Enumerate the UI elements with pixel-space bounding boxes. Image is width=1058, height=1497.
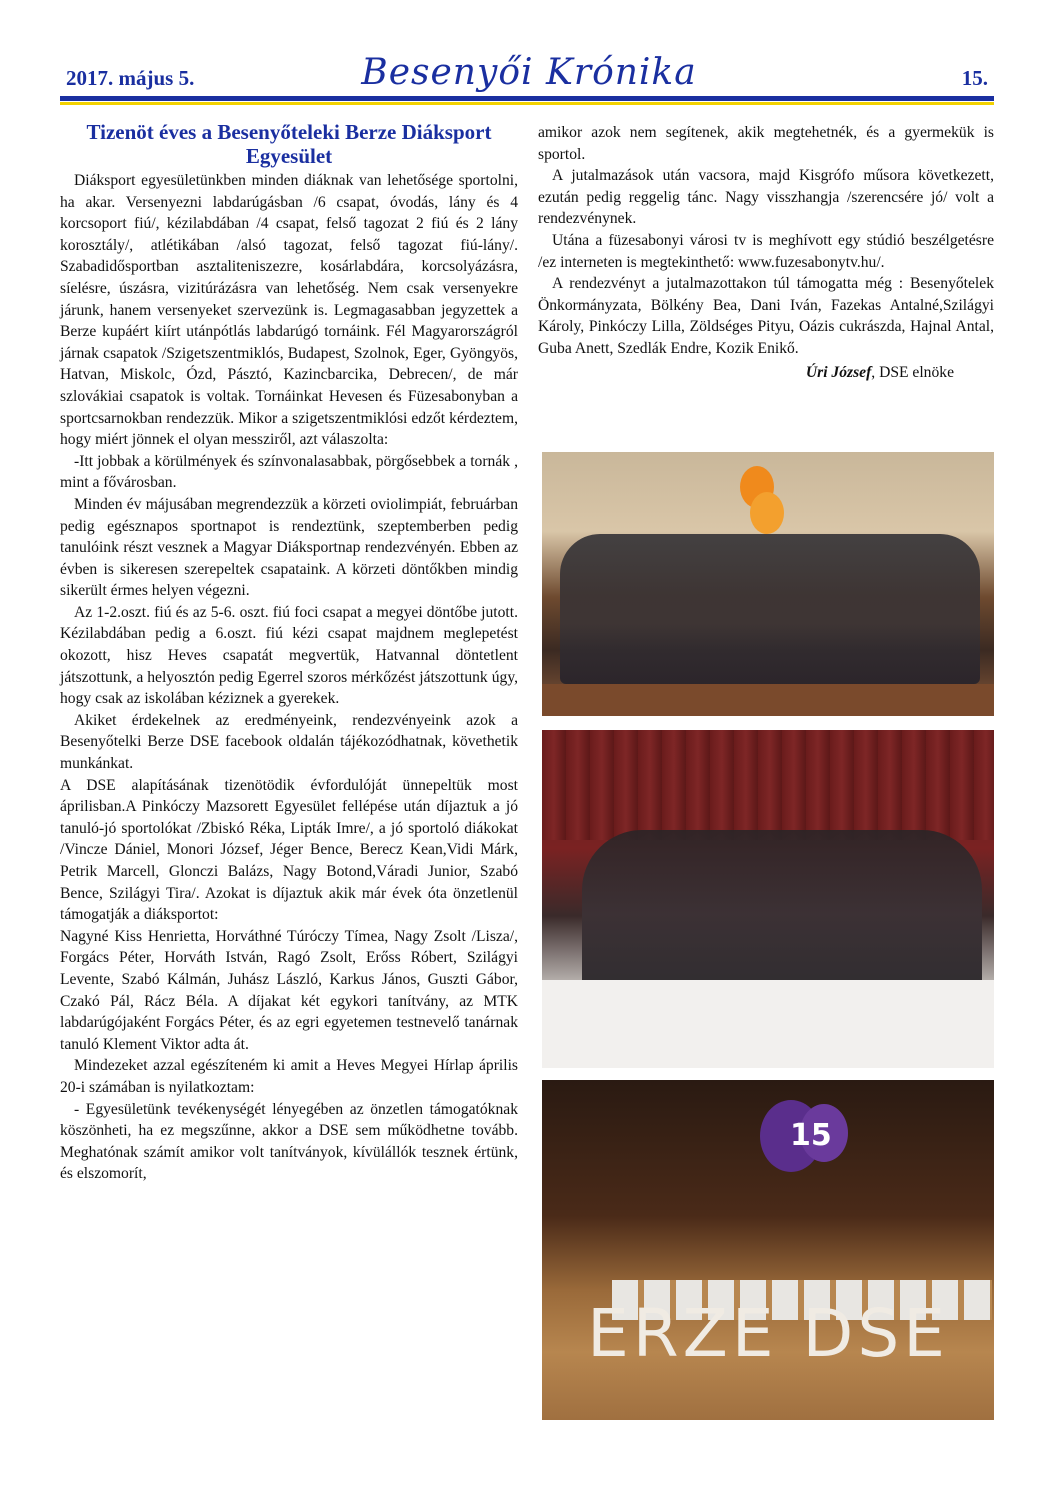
article-paragraph: - Egyesületünk tevékenységét lényegében az önzetlen támogatóknak köszönheti, ha ez megszűnne, akkor a DSE sem működhetne tovább. Meghatónak számít amikor volt tanítványok, kívülállók tesznek értünk, és elszomorít, [60, 1100, 518, 1183]
article-paragraph: Utána a füzesabonyi városi tv is meghívott egy stúdió beszélgetésre /ez interneten is megtekinthető: www.fuzesabonytv.hu/. [538, 231, 994, 271]
article-paragraph: amikor azok nem segítenek, akik megtehetnék, és a gyermekük is sportol. [538, 124, 994, 163]
article-paragraph: A jutalmazások után vacsora, majd Kisgrófo műsora következett, ezután pedig reggelig tánc. Nagy visszhangja /szerencsére jó/ volt a rendezvénynek. [538, 167, 994, 228]
signature [538, 362, 994, 384]
article-paragraph: A rendezvényt a jutalmazottakon túl támogatta még : Besenyőtelek Önkormányzata, Bölkény Bea, Dani Iván, Fazekas Antalné,Szilágyi Károly, Pinkóczy Lilla, Zöldséges Pityu, Oázis cukrászda, Hajnal Antal, Guba Anett, Szedlák Endre, Kozik Enikő. [538, 275, 994, 357]
article-paragraph: Minden év májusában megrendezzük a körzeti oviolimpiát, februárban pedig egésznapos sportnapot is rendeztünk, szeptemberben pedig tanulóink részt vesznek a Magyar Diáksportnap rendezvényén. Ebben az évben is sikeresen szerepeltek csapataink. A körzeti döntőkben mindig sikerült érmes helyen végezni. [60, 495, 518, 600]
banner-text: ERZE DSE [587, 1295, 949, 1372]
signature-role: , DSE elnöke [871, 363, 954, 381]
stage-curtain-shape [542, 730, 994, 840]
photo-award-group [542, 452, 994, 716]
balloon-number: 15 [790, 1118, 832, 1153]
article-paragraph: Diáksport egyesületünkben minden diáknak van lehetősége sportolni, ha akar. Versenyezni labdarúgásban /6 csapat, óvodás, lány és 4 korcsoport fiú/, kézilabdában /4 csapat, felső tagozat 2 fiú és 2 lány korosztály/, atlétikában /alsó tagozat, felső tagozat fiú-lány/. Szabadidősportban asztaliteniszezre, kosárlabdára, korcsolyázásra, síelésre, úszásra, vizitúrázásra van lehetőség. Nem csak versenyekre járunk, hanem versenyeket szervezünk is. Legmagasabban jegyzettek a Berze kupáért kiírt utánpótlás labdarúgó tornáink. Fél Magyarországról járnak csapatok /Szigetszentmiklós, Budapest, Szolnok, Eger, Gyöngyös, Hatvan, Miskolc, Ózd, Pásztó, Kazincbarcika, Debrecen/, de már szlovákiai csapatok is voltak. Tornáinkat Hevesen és Füzesabonyban a sportcsarnokban rendezzük. Mikor a szigetszentmiklósi edzőt kérdeztem, hogy miért jönnek el olyan messziről, azt válaszolta: [60, 172, 518, 449]
article-paragraph: Akiket érdekelnek az eredményeink, rendezvényeink azok a Besenyőtelki Berze DSE facebook oldalán tájékozódhatnak, követhetik munkánkat. [60, 711, 518, 773]
header-rule-blue [60, 96, 994, 101]
article-paragraph: -Itt jobbak a körülmények és színvonalasabbak, pörgősebbek a tornák , mint a fővárosban. [60, 452, 518, 492]
newspaper-title: Besenyői Krónika [361, 52, 697, 93]
issue-date: 2017. május 5. [66, 66, 195, 90]
people-group-shape [560, 534, 980, 684]
article-left-column [60, 120, 518, 1185]
signature-name: Úri József [805, 363, 872, 381]
guests-shape [582, 830, 982, 1000]
orange-balloon-icon [750, 492, 784, 534]
article-paragraph: A DSE alapításának tizenötödik évfordulóját ünnepeltük most áprilisban.A Pinkóczy Mazsorett Egyesület fellépése után díjaztuk a jó tanuló-jó sportolókat /Zbiskó Réka, Lipták Imre/, a jó sportoló diákokat /Vincze Dániel, Monori József, Jéger Bence, Berecz Kean,Vidi Márk, Petrik Marcell, Glonczi Balázs, Nagy Botond,Váradi Junior, Szabó Bence, Szilágyi Tira/. Azokat is díjaztuk akik már évek óta önzetlenül támogatják a diáksportot: [60, 776, 518, 924]
article-paragraph: Mindezeket azzal egészíteném ki amit a Heves Megyei Hírlap április 20-i számában is nyilatkoztam: [60, 1057, 518, 1096]
article-title: Tizenöt éves a Besenyőteleki Berze Diáksport Egyesület [86, 120, 492, 168]
page-number: 15. [961, 66, 988, 90]
article-paragraph: Nagyné Kiss Henrietta, Horváthné Túróczy Tímea, Nagy Zsolt /Lisza/, Forgács Péter, Horváth István, Ragó Zsolt, Erőss Róbert, Szilágyi Levente, Szabó Kálmán, Juhász László, Karkus János, Guszti Gábor, Czakó Pál, Rácz Béla. A díjakat két egykori tanítvány, az MTK labdarúgójaként Forgács Péter, és az egri egyetemen testnevelő tanárnak tanuló Klement Viktor adta át. [60, 927, 518, 1053]
table-shape [542, 980, 994, 1068]
article-paragraph: Az 1-2.oszt. fiú és az 5-6. oszt. fiú foci csapat a megyei döntőbe jutott. Kézilabdában pedig a 6.oszt. fiú kézi csapat majdnem meglepetést okozott, hisz Heves csapatát megvertük, Hatvannal döntetlent játszottunk, a helyosztón pedig Egerrel szoros mérkőzést játszottunk úgy, hogy csak az iskolában kéziznek a gyerekek. [60, 603, 518, 708]
header-rule-yellow [60, 102, 994, 105]
floor-shape [542, 684, 994, 716]
photo-trophy-table [542, 1080, 994, 1420]
photo-dinner-guests [542, 730, 994, 1068]
article-right-column [538, 122, 994, 383]
